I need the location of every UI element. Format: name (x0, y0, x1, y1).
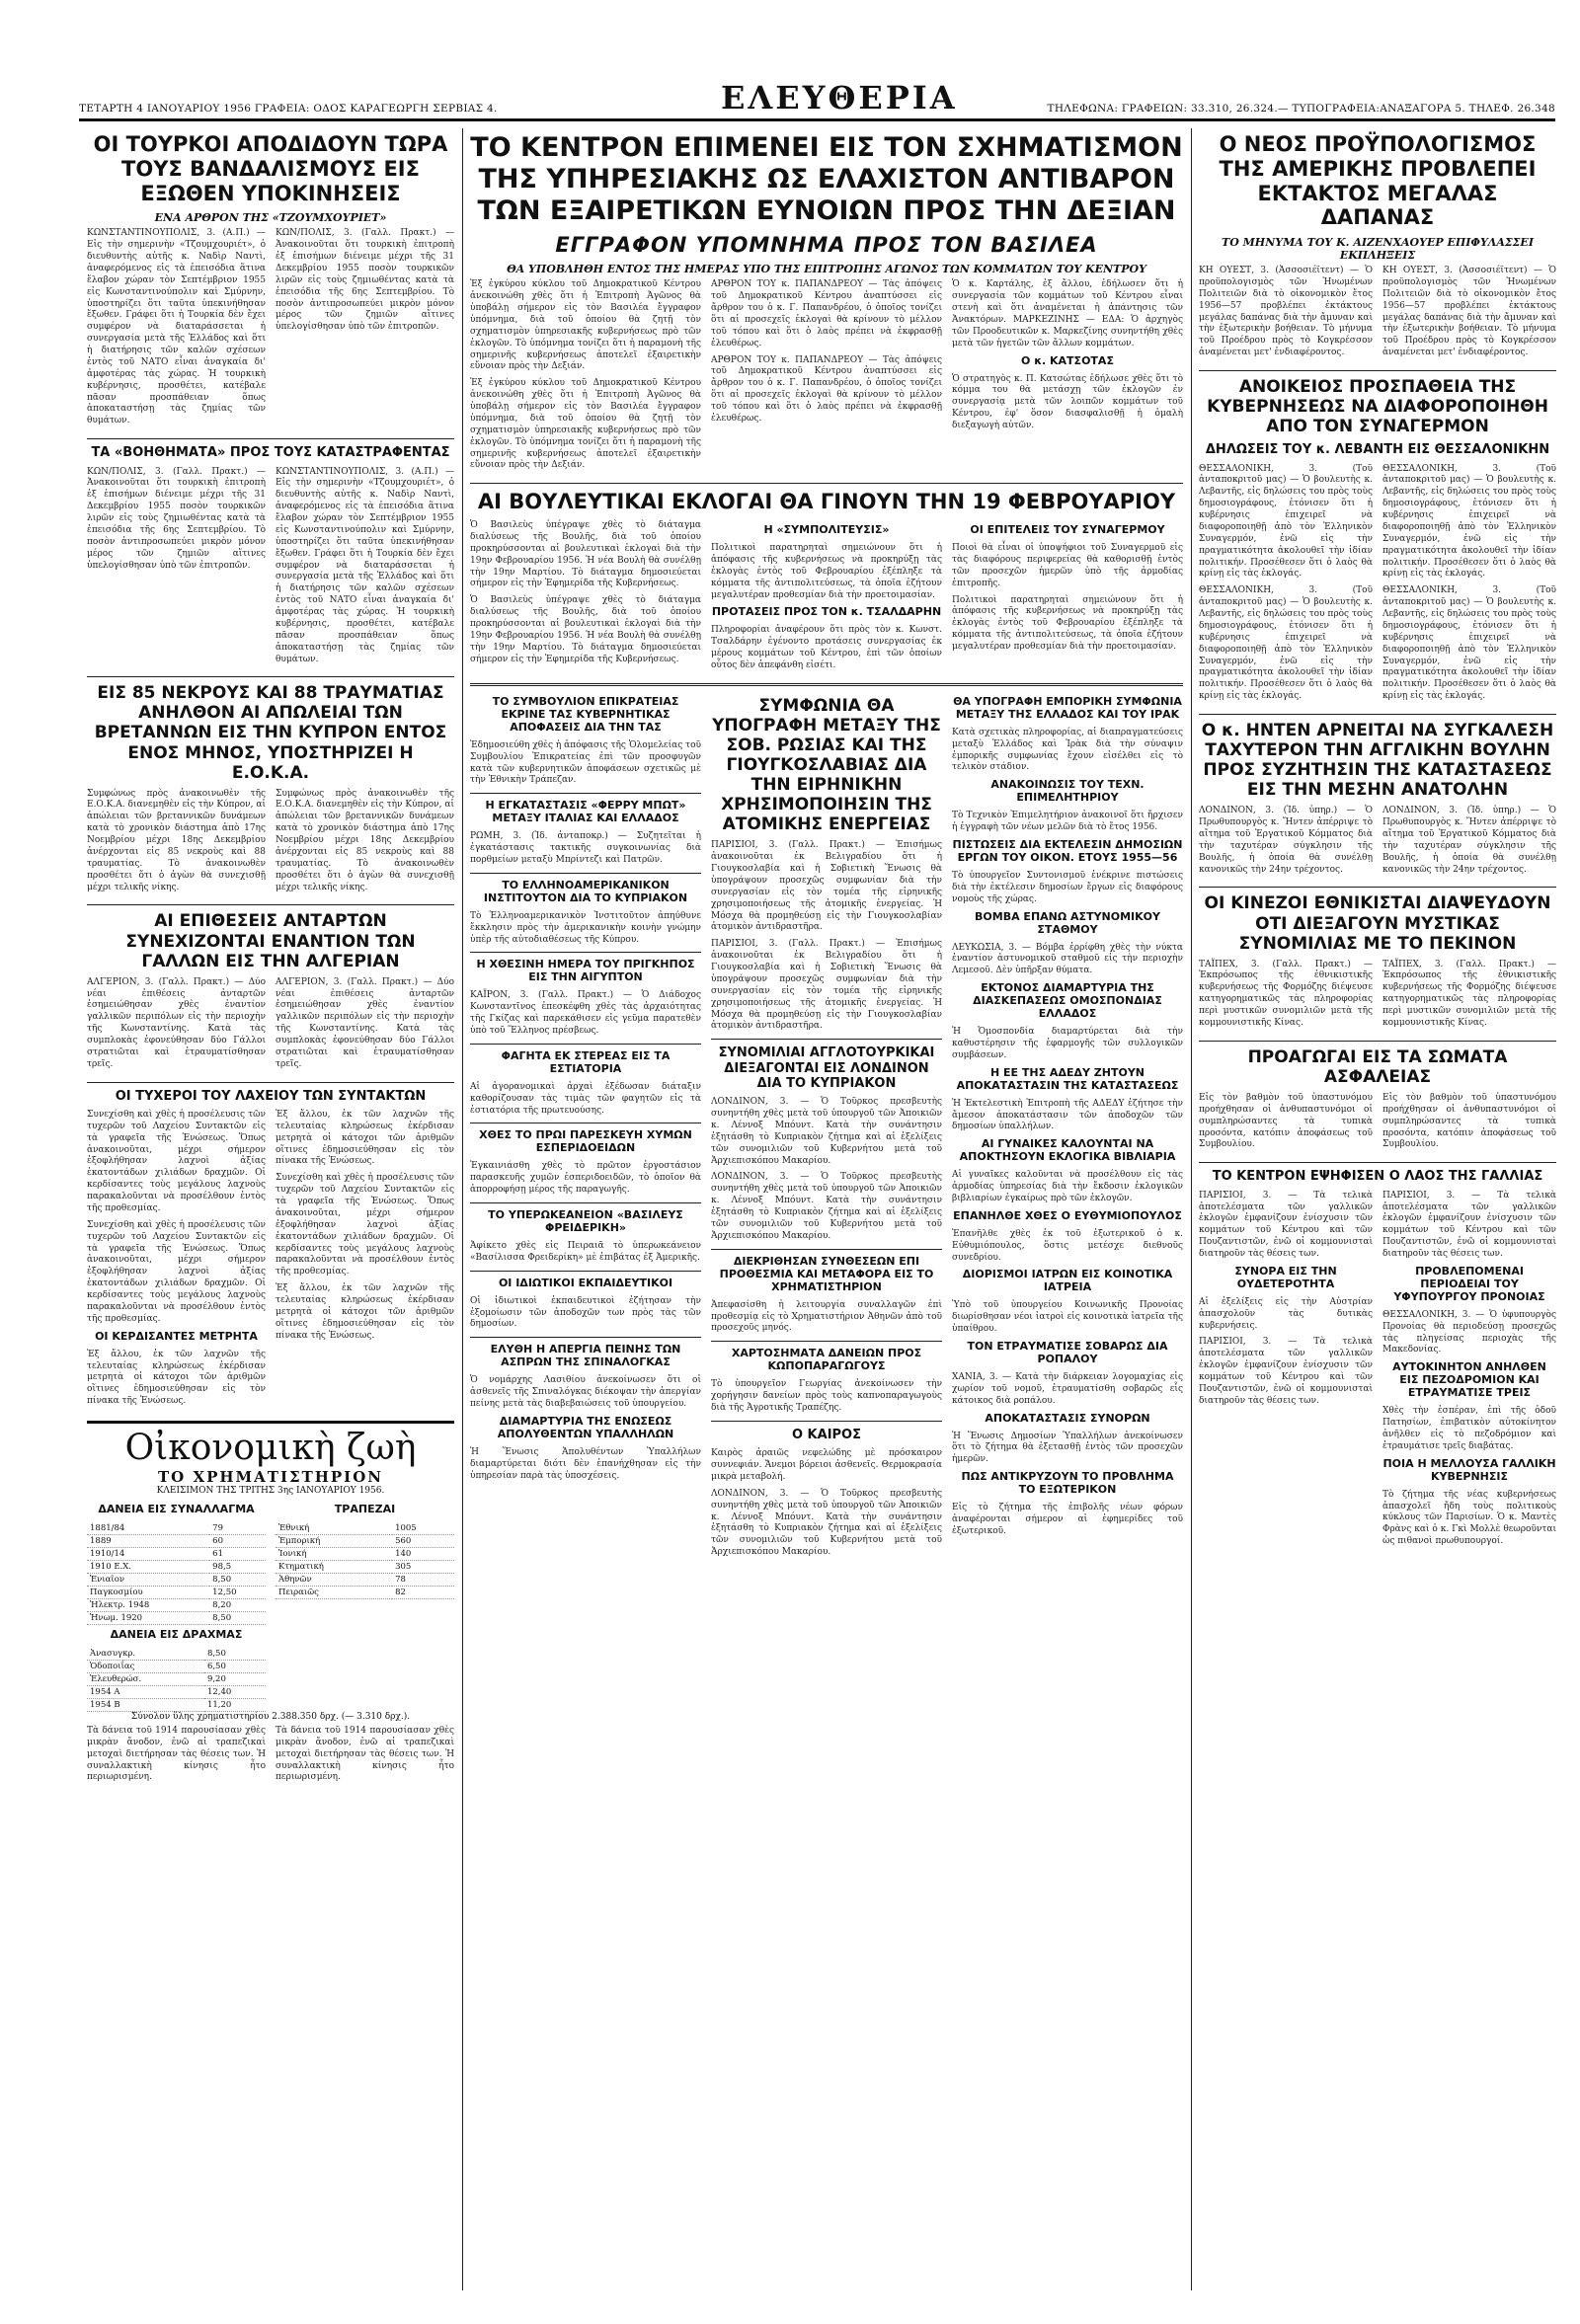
headline-institute: ΤΟ ΕΛΛΗΝΟΑΜΕΡΙΚΑΝΙΚΟΝ ΙΝΣΤΙΤΟΥΤΟΝ ΔΙΑ ΤΟ ΚΥΠΡΙΑΚΟΝ (483, 878, 688, 904)
headline-neutrality: ΣΥΝΟΡΑ ΕΙΣ ΤΗΝ ΟΥΔΕΤΕΡΟΤΗΤΑ (1234, 1264, 1337, 1290)
article-text: Πολιτικοὶ παρατηρηταὶ σημειώνουν ὅτι ἡ ἀπόφασις τῆς κυβερνήσεως νὰ προκηρύξῃ τὰς ἐκλογὰς ἐντὸς τοῦ Φεβρουαρίου ἐξέπληξε τὰ κόμματα τῆς ἀντιπολιτεύσεως, τὰ ὁποῖα ἐζήτουν μεγαλυτέραν προθεσμίαν διὰ τὴν προετοιμασίαν. (952, 594, 1183, 653)
table-row (87, 1648, 266, 1661)
article-text: Ἡ Ἕνωσις Ἀπολυθέντων Ὑπαλλήλων διαμαρτύρεται διότι δὲν ἐπανήχθησαν εἰς τὴν ὑπηρεσίαν παρὰ τὰς ὑποσχέσεις. (470, 1446, 701, 1481)
table-row (87, 1612, 266, 1625)
headline-women: ΑΙ ΓΥΝΑΙΚΕΣ ΚΑΛΟΥΝΤΑΙ ΝΑ ΑΠΟΚΤΗΣΟΥΝ ΕΚΛΟΓΙΚΑ ΒΙΒΛΙΑΡΙΑ (959, 1137, 1176, 1164)
headline-restaurants: ΦΑΓΗΤΑ ΕΚ ΣΤΕΡΕΑΣ ΕΙΣ ΤΑ ΕΣΤΙΑΤΟΡΙΑ (501, 1048, 671, 1075)
headline-promotions: ΠΡΟΑΓΩΓΑΙ ΕΙΣ ΤΑ ΣΩΜΑΤΑ ΑΣΦΑΛΕΙΑΣ (1247, 1046, 1508, 1087)
table-row (87, 1574, 266, 1587)
headline-winners: ΟΙ ΚΕΡΔΙΣΑΝΤΕΣ ΜΕΤΡΗΤΑ (95, 1329, 258, 1343)
table-cell: 1954 Β (87, 1698, 204, 1711)
headline-anglo-turkish: ΣΥΝΟΜΙΛΙΑΙ ΑΓΓΛΟΤΟΥΡΚΙΚΑΙ ΔΙΕΞΑΓΟΝΤΑΙ ΕΙΣ ΛΟΝΔΙΝΟΝ ΔΙΑ ΤΟ ΚΥΠΡΙΑΚΟΝ (718, 1046, 935, 1091)
headline-return: ΕΠΑΝΗΛΘΕ ΧΘΕΣ Ο ΕΥΘΥΜΙΟΠΟΥΛΟΣ (953, 1208, 1182, 1222)
headline-adedy: Η ΕΕ ΤΗΣ ΑΔΕΔΥ ΖΗΤΟΥΝ ΑΠΟΚΑΤΑΣΤΑΣΙΝ ΤΗΣ ΚΑΤΑΣΤΑΣΕΩΣ (956, 1065, 1179, 1092)
article-text: ΛΟΝΔΙΝΟΝ, 3. — Ὁ Τοῦρκος πρεσβευτὴς συνηντήθη χθὲς μετὰ τοῦ ὑπουργοῦ τῶν Ἀποικιῶν κ. Λέννοξ Μπόυντ. Κατὰ τὴν συνάντησιν ἐξητάσθη τὸ Κυπριακὸν ζήτημα καὶ αἱ ἐξελίξεις τῶν συνομιλιῶν τοῦ Κυβερνήτου μετὰ τοῦ Ἀρχιεπισκόπου Μακαρίου. (711, 1488, 942, 1558)
banks-table (276, 1522, 454, 1599)
table-cell: 8,50 (209, 1574, 266, 1587)
article-text: Ἐξ ἄλλου, ἐκ τῶν λαχνῶν τῆς τελευταίας κληρώσεως ἐκέρδισαν μετρητὰ οἱ κάτοχοι τῶν ἀριθμῶν οἵτινες ἐδημοσιεύθησαν εἰς τὸν πίνακα τῆς Ἑνώσεως. (276, 1109, 454, 1167)
headline-strike: ΕΛΥΘΗ Η ΑΠΕΡΓΙΑ ΠΕΙΝΗΣ ΤΩΝ ΑΣΠΡΩΝ ΤΗΣ ΣΠΙΝΑΛΟΓΚΑΣ (490, 1343, 681, 1369)
table-row (276, 1535, 454, 1548)
subhead-us-budget: ΤΟ ΜΗΝΥΜΑ ΤΟΥ Κ. ΑΙΖΕΝΧΑΟΥΕΡ ΕΠΙΦΥΛΑΣΣΕΙ ΕΚΠΛΗΞΕΙΣ (1222, 236, 1534, 263)
article-text: Ἐγκαινιάσθη χθὲς τὸ πρῶτον ἐργοστάσιον παρασκευῆς χυμῶν ἐσπεριδοειδῶν, τὸ ὁποῖον θὰ ἀπορροφήσῃ μέρος τῆς παραγωγῆς. (470, 1161, 701, 1196)
table-cell: Ἐθνική (276, 1522, 392, 1535)
table-cell: 1910/14 (87, 1548, 209, 1561)
article-text: Ὁ στρατηγὸς κ. Π. Κατσώτας ἐδήλωσε χθὲς ὅτι τὸ κόμμα του θὰ μετάσχῃ τῶν ἐκλογῶν ἐν συνεργασίᾳ μετὰ τῶν λοιπῶν κομμάτων τοῦ Κέντρου, ἐφ' ὅσον διασφαλισθῇ ἡ ὁμαλὴ διεξαγωγὴ αὐτῶν. (952, 373, 1183, 431)
article-text: Αἱ ἐξελίξεις εἰς τὴν Αὐστρίαν ἀπασχολοῦν τὰς δυτικὰς κυβερνήσεις. (1199, 1296, 1373, 1331)
table-cell: 1881/84 (87, 1522, 209, 1535)
table-row (87, 1672, 266, 1685)
table-cell: 61 (209, 1548, 266, 1561)
headline-ferry: Η ΕΓΚΑΤΑΣΤΑΣΙΣ «ΦΕΡΡΥ ΜΠΩΤ» ΜΕΤΑΞΥ ΙΤΑΛΙΑΣ ΚΑΙ ΕΛΛΑΔΟΣ (485, 799, 686, 825)
table-row (87, 1660, 266, 1672)
article-text: ΚΩΝ/ΠΟΛΙΣ, 3. (Γαλλ. Πρακτ.) — Ἀνακοινοῦται ὅτι τουρκικὴ ἐπιτροπὴ ἐξ ἐπισήμων διένειμε μέχρι τῆς 31 Δεκεμβρίου 1955 ποσὸν τουρκικῶν λιρῶν εἰς τοὺς ζημιωθέντας κατὰ τὰ ἐπεισόδια τῆς 6ης Σεπτεμβρίου. Τὸ ποσὸν ἀντιπροσωπεύει μικρὸν μόνον μέρος τῶν ζημιῶν αἵτινες ὑπελογίσθησαν ὑπὸ τῶν ἐπιτροπῶν. (276, 228, 454, 333)
table-cell: 140 (392, 1548, 454, 1561)
headline-juices: ΧΘΕΣ ΤΟ ΠΡΩΙ ΠΑΡΕΣΚΕΥΗ ΧΥΜΩΝ ΕΣΠΕΡΙΔΟΕΙΔΩΝ (479, 1128, 692, 1155)
table-cell: 1005 (392, 1522, 454, 1535)
article-text: Τὸ Τεχνικὸν Ἐπιμελητήριον ἀνακοινοῖ ὅτι ἤρχισεν ἡ ἐγγραφὴ τῶν νέων μελῶν διὰ τὸ ἔτος 1956. (952, 811, 1183, 833)
bonds-table (87, 1522, 266, 1625)
article-text: ΠΑΡΙΣΙΟΙ, 3. — Τὰ τελικὰ ἀποτελέσματα τῶν γαλλικῶν ἐκλογῶν ἐμφανίζουν ἐνίσχυσιν τῶν κομμάτων τοῦ Κέντρου καὶ τῶν Πουζαντιστῶν, ἐνῶ οἱ κομμουνισταὶ διατηροῦν τὰς θέσεις των. (1382, 1190, 1556, 1260)
article-text: ΠΑΡΙΣΙΟΙ, 3. (Γαλλ. Πρακτ.) — Ἐπισήμως ἀνακοινοῦται ἐκ Βελιγραδίου ὅτι ἡ Γιουγκοσλαβία καὶ ἡ Σοβιετικὴ Ἕνωσις θὰ ὑπογράψουν προσεχῶς συμφωνίαν διὰ τὴν συνεργασίαν εἰς τὸν τομέα τῆς εἰρηνικῆς χρησιμοποιήσεως τῆς ἀτομικῆς ἐνεργείας. Ἡ Μόσχα θὰ προμηθεύσῃ εἰς τὴν Γιουγκοσλαβίαν ἀτομικὸν ἀντιδραστῆρα. (711, 939, 942, 1032)
table-cell: 98,5 (209, 1561, 266, 1574)
table-cell: Ὁδοποιΐας (87, 1660, 204, 1672)
headline-aid: ΤΑ «ΒΟΗΘΗΜΑΤΑ» ΠΡΟΣ ΤΟΥΣ ΚΑΤΑΣΤΡΑΦΕΝΤΑΣ (91, 445, 450, 461)
article-text: Ἀπεφασίσθη ἡ λειτουργία συναλλαγῶν ἐπὶ προθεσμίᾳ εἰς τὸ Χρηματιστήριον Ἀθηνῶν ἀπὸ τοῦ προσεχοῦς μηνός. (711, 1299, 942, 1334)
table-cell: 8,50 (209, 1612, 266, 1625)
headline-french-govt: ΠΟΙΑ Η ΜΕΛΛΟΥΣΑ ΓΑΛΛΙΚΗ ΚΥΒΕΡΝΗΣΙΣ (1382, 1456, 1556, 1483)
article-text: Ἐξ ἄλλου, ἐκ τῶν λαχνῶν τῆς τελευταίας κληρώσεως ἐκέρδισαν μετρητὰ οἱ κάτοχοι τῶν ἀριθμῶν οἵτινες ἐδημοσιεύθησαν εἰς τὸν πίνακα τῆς Ἑνώσεως. (87, 1349, 266, 1407)
article-text: Αἱ γυναῖκες καλοῦνται νὰ προσέλθουν εἰς τὰς ἁρμοδίας ὑπηρεσίας διὰ τὴν ἔκδοσιν ἐκλογικῶν βιβλιαρίων ἐγκαίρως πρὸ τῶν ἐκλογῶν. (952, 1170, 1183, 1203)
article-text: ΛΟΝΔΙΝΟΝ, 3. — Ὁ Τοῦρκος πρεσβευτὴς συνηντήθη χθὲς μετὰ τοῦ ὑπουργοῦ τῶν Ἀποικιῶν κ. Λέννοξ Μπόυντ. Κατὰ τὴν συνάντησιν ἐξητάσθη τὸ Κυπριακὸν ζήτημα καὶ αἱ ἐξελίξεις τῶν συνομιλιῶν τοῦ Κυβερνήτου μετὰ τοῦ Ἀρχιεπισκόπου Μακαρίου. (711, 1097, 942, 1166)
article-text: Τὸ ὑπουργεῖον Συντονισμοῦ ἐνέκρινε πιστώσεις διὰ τὴν ἐκτέλεσιν δημοσίων ἔργων εἰς διαφόρους νομοὺς τῆς χώρας. (952, 870, 1183, 904)
headline-eden: Ο κ. ΗΝΤΕΝ ΑΡΝΕΙΤΑΙ ΝΑ ΣΥΓΚΑΛΕΣΗ ΤΑΧΥΤΕΡΟΝ ΤΗΝ ΑΓΓΛΙΚΗΝ ΒΟΥΛΗΝ ΠΡΟΣ ΣΥΖΗΤΗΣΙΝ ΤΗΣ ΚΑΤΑΣΤΑΣΕΩΣ ΕΙΣ ΤΗΝ ΜΕΣΗΝ ΑΝΑΤΟΛΗΝ (1201, 721, 1554, 801)
table-cell: 8,50 (204, 1648, 266, 1661)
headline-chinese: ΟΙ ΚΙΝΕΖΟΙ ΕΘΝΙΚΙΣΤΑΙ ΔΙΑΨΕΥΔΟΥΝ ΟΤΙ ΔΙΕΞΑΓΟΥΝ ΜΥΣΤΙΚΑΣ ΣΥΝΟΜΙΛΙΑΣ ΜΕ ΤΟ ΠΕΚΙΝΟΝ (1204, 893, 1551, 954)
article-text: ΑΡΘΡΟΝ ΤΟΥ κ. ΠΑΠΑΝΔΡΕΟΥ — Τὰς ἀπόψεις τοῦ Δημοκρατικοῦ Κέντρου ἀναπτύσσει εἰς ἄρθρον του ὁ κ. Γ. Παπανδρέου, ὁ ὁποῖος τονίζει ὅτι αἱ προσεχεῖς ἐκλογαὶ θὰ κρίνουν τὸ μέλλον τοῦ τόπου καὶ ὅτι ὁ λαὸς πρέπει νὰ ἐκφρασθῇ ἐλευθέρως. (711, 279, 942, 349)
article-text: Ποιοὶ θὰ εἶναι οἱ ὑποψήφιοι τοῦ Συναγερμοῦ εἰς τὰς διαφόρους περιφερείας θὰ καθορισθῇ ἐντὸς τῶν προσεχῶν ἡμερῶν ὑπὸ τῆς ἀρμοδίας ἐπιτροπῆς. (952, 543, 1183, 588)
elections-article (470, 520, 1183, 677)
table-cell: Κτηματική (276, 1561, 392, 1574)
headline-katsotas: Ο κ. ΚΑΤΣΟΤΑΣ (1021, 353, 1114, 367)
lead-article (470, 279, 1183, 477)
article-text: Ἡ Ἐκτελεστικὴ Ἐπιτροπὴ τῆς ΑΔΕΔΥ ἐζήτησε τὴν ἄμεσον ἀποκατάστασιν τῶν ἀποδοχῶν τῶν δημοσίων ὑπαλλήλων. (952, 1098, 1183, 1132)
headline-doctors: ΔΙΟΡΙΣΜΟΙ ΙΑΤΡΩΝ ΕΙΣ ΚΟΙΝΟΤΙΚΑ ΙΑΤΡΕΙΑ (962, 1268, 1173, 1294)
headline-ocean-liner: ΤΟ ΥΠΕΡΩΚΕΑΝΕΙΟΝ «ΒΑΣΙΛΕΥΣ ΦΡΕΙΔΕΡΙΚΗ» (488, 1208, 683, 1234)
table-row (87, 1599, 266, 1612)
article-text: ΛΕΥΚΩΣΙΑ, 3. — Βόμβα ἐρρίφθη χθὲς τὴν νύκτα ἐναντίον ἀστυνομικοῦ σταθμοῦ εἰς τὴν περιοχὴν Λεμεσοῦ. Δὲν ὑπῆρξαν θύματα. (952, 942, 1183, 976)
table-cell: Παγκοσμίου (87, 1587, 209, 1599)
headline-protest: ΔΙΑΜΑΡΤΥΡΙΑ ΤΗΣ ΕΝΩΣΕΩΣ ΑΠΟΛΥΘΕΝΤΩΝ ΥΠΑΛΛΗΛΩΝ (497, 1414, 674, 1440)
table-cell: 78 (392, 1574, 454, 1587)
table-row (276, 1574, 454, 1587)
headline-synagermos: ΟΙ ΕΠΙΤΕΛΕΙΣ ΤΟΥ ΣΥΝΑΓΕΡΜΟΥ (970, 523, 1165, 537)
masthead-phones: ΤΗΛΕΦΩΝΑ: ΓΡΑΦΕΙΩΝ: 33.310, 26.324.— ΤΥΠΟΓΡΑΦΕΙΑ:ΑΝΑΞΑΓΟΡΑ 5. ΤΗΛΕΦ. 26.348 (1047, 103, 1555, 115)
drachma-bonds-table (87, 1648, 266, 1712)
table-title: ΤΡΑΠΕΖΑΙ (334, 1503, 396, 1516)
table-cell: 1954 Α (87, 1685, 204, 1698)
table-row (87, 1522, 266, 1535)
article-text: Ἐπανῆλθε χθὲς ἐκ τοῦ ἐξωτερικοῦ ὁ κ. Εὐθυμιόπουλος, ὅστις μετέσχε διεθνοῦς συνεδρίου. (952, 1228, 1183, 1263)
headline-tobacco-loans: ΧΑΡΤΟΣΗΜΑΤΑ ΔΑΝΕΙΩΝ ΠΡΟΣ ΚΩΠΟΠΑΡΑΓΩΓΟΥΣ (731, 1347, 922, 1373)
article-text: Συμφώνως πρὸς ἀνακοινωθὲν τῆς Ε.Ο.Κ.Α. διανεμηθὲν εἰς τὴν Κύπρον, αἱ ἀπώλειαι τῶν βρεταννικῶν δυνάμεων κατὰ τὸ χρονικὸν διάστημα ἀπὸ 17ης Νοεμβρίου μέχρι 18ης Δεκεμβρίου ἀνέρχονται εἰς 85 νεκροὺς καὶ 88 τραυματίας. Τὸ ἀνακοινωθὲν προσθέτει ὅτι ὁ ἀγὼν θὰ συνεχισθῇ μέχρι τελικῆς νίκης. (87, 788, 266, 892)
article-text: Πολιτικοὶ παρατηρηταὶ σημειώνουν ὅτι ἡ ἀπόφασις τῆς κυβερνήσεως νὰ προκηρύξῃ τὰς ἐκλογὰς ἐντὸς τοῦ Φεβρουαρίου ἐξέπληξε τὰ κόμματα τῆς ἀντιπολιτεύσεως, τὰ ὁποῖα ἐζήτουν μεγαλυτέραν προθεσμίαν διὰ τὴν προετοιμασίαν. (711, 543, 942, 600)
table-row (87, 1535, 266, 1548)
article-text: Τὸ ζήτημα τῆς νέας κυβερνήσεως ἀπασχολεῖ ἤδη τοὺς πολιτικοὺς κύκλους τῶν Παρισίων. Ὁ κ. Μαντὲς Φρὰνς καὶ ὁ κ. Γκὶ Μολλὲ θεωροῦνται ὡς πιθανοὶ πρωθυπουργοί. (1382, 1489, 1556, 1547)
table-cell: 12,40 (204, 1685, 266, 1698)
table-cell: Ἐλευθερώσ. (87, 1672, 204, 1685)
headline-foreign-view: ΠΩΣ ΑΝΤΙΚΡΥΖΟΥΝ ΤΟ ΠΡΟΒΛΗΜΑ ΤΟ ΕΞΩΤΕΡΙΚΟΝ (961, 1470, 1174, 1497)
headline-chamber: ΑΝΑΚΟΙΝΩΣΙΣ ΤΟΥ ΤΕΧΝ. ΕΠΙΜΕΛΗΤΗΡΙΟΥ (990, 778, 1145, 805)
masthead-title: ΕΛΕΥΘΕΡΙΑ (721, 79, 958, 116)
article-text: Συνεχίσθη καὶ χθὲς ἡ προσέλευσις τῶν τυχερῶν τοῦ Λαχείου Συντακτῶν εἰς τὰ γραφεῖα τῆς Ἑνώσεως. Ὅπως ἀνακοινοῦται, μέχρι σήμερον ἐξοφλήθησαν λαχνοὶ ἀξίας ἑκατοντάδων χιλιάδων δραχμῶν. Οἱ κερδίσαντες τοὺς μεγάλους λαχνοὺς παρακαλοῦνται νὰ προσέλθουν ἐντὸς τῆς προθεσμίας. (87, 1219, 266, 1324)
column-left (87, 128, 454, 2295)
article-text: ΠΑΡΙΣΙΟΙ, 3. — Τὰ τελικὰ ἀποτελέσματα τῶν γαλλικῶν ἐκλογῶν ἐμφανίζουν ἐνίσχυσιν τῶν κομμάτων τοῦ Κέντρου καὶ τῶν Πουζαντιστῶν, ἐνῶ οἱ κομμουνισταὶ διατηροῦν τὰς θέσεις των. (1199, 1190, 1373, 1260)
table-row (276, 1561, 454, 1574)
table-cell: 6,50 (204, 1660, 266, 1672)
table-cell: 79 (209, 1522, 266, 1535)
article-turks (87, 228, 454, 432)
article-text: ΚΗ ΟΥΕΣΤ, 3. (Ἀσσοσιέϊτεντ) — Ὁ προϋπολογισμὸς τῶν Ἡνωμένων Πολιτειῶν διὰ τὸ οἰκονομικὸν ἔτος 1956—57 προβλέπει ἐκτάκτους μεγάλας δαπάνας διὰ τὴν ἄμυναν καὶ τὴν ἐξωτερικὴν βοήθειαν. Τὸ μήνυμα τοῦ Προέδρου πρὸς τὸ Κογκρέσσον ἀναμένεται μετ' ἐνδιαφέροντος. (1382, 266, 1556, 358)
headline-public-works: ΠΙΣΤΩΣΕΙΣ ΔΙΑ ΕΚΤΕΛΕΣΙΝ ΔΗΜΟΣΙΩΝ ΕΡΓΩΝ ΤΟΥ ΟΙΚΟΝ. ΕΤΟΥΣ 1955—56 (952, 838, 1183, 865)
article-text: Τὸ ὑπουργεῖον Γεωργίας ἀνεκοίνωσεν τὴν χορήγησιν δανείων πρὸς τοὺς καπνοπαραγωγοὺς διὰ τῆς Ἀγροτικῆς Τραπέζης. (711, 1379, 942, 1413)
memo-subhead: ΘΑ ΥΠΟΒΛΗΘΗ ΕΝΤΟΣ ΤΗΣ ΗΜΕΡΑΣ ΥΠΟ ΤΗΣ ΕΠΙΤΡΟΠΗΣ ΑΓΩΝΟΣ ΤΩΝ ΚΟΜΜΑΤΩΝ ΤΟΥ ΚΕΝΤΡΟΥ (507, 263, 1146, 276)
subhead-levantis: ΔΗΛΩΣΕΙΣ ΤΟΥ κ. ΛΕΒΑΝΤΗ ΕΙΣ ΘΕΣΣΑΛΟΝΙΚΗΝ (1205, 442, 1550, 458)
article-text: ΛΟΝΔΙΝΟΝ, 3. (Ἰδ. ὑπηρ.) — Ὁ Πρωθυπουργὸς κ. Ἤντεν ἀπέρριψε τὸ αἴτημα τοῦ Ἐργατικοῦ Κόμματος διὰ τὴν ταχυτέραν σύγκλησιν τῆς Βουλῆς, ἡ ὁποία θὰ συνέλθῃ κανονικῶς τὴν 24ην τρέχοντος. (1199, 806, 1373, 875)
article-text: ΑΛΓΕΡΙΟΝ, 3. (Γαλλ. Πρακτ.) — Δύο νέαι ἐπιθέσεις ἀνταρτῶν ἐσημειώθησαν χθὲς ἐναντίον γαλλικῶν περιπόλων εἰς τὴν περιοχὴν τῆς Κωνσταντίνης. Κατὰ τὰς συμπλοκὰς ἐφονεύθησαν δύο Γάλλοι στρατιῶται καὶ ἐτραυματίσθησαν τρεῖς. (276, 976, 454, 1069)
article-text: ΚΗ ΟΥΕΣΤ, 3. (Ἀσσοσιέϊτεντ) — Ὁ προϋπολογισμὸς τῶν Ἡνωμένων Πολιτειῶν διὰ τὸ οἰκονομικὸν ἔτος 1956—57 προβλέπει ἐκτάκτους μεγάλας δαπάνας διὰ τὴν ἄμυναν καὶ τὴν ἐξωτερικὴν βοήθειαν. Τὸ μήνυμα τοῦ Προέδρου πρὸς τὸ Κογκρέσσον ἀναμένεται μετ' ἐνδιαφέροντος. (1199, 266, 1373, 358)
article-text: Ὁ κ. Καρτάλης, ἐξ ἄλλου, ἐδήλωσεν ὅτι ἡ συνεργασία τῶν κομμάτων τοῦ Κέντρου εἶναι στενὴ καὶ ὅτι ἀναμένεται ἡ ἀπάντησις τῶν Ἀνακτόρων. ΜΑΡΚΕΖΙΝΗΣ — ΕΔΑ: Ὁ ἀρχηγὸς τῶν Προοδευτικῶν κ. Μαρκεζίνης συνηντήθη χθὲς μετὰ τῶν ἡγετῶν τῶν ἄλλων κομμάτων. (952, 279, 1183, 349)
article-text: Συμφώνως πρὸς ἀνακοινωθὲν τῆς Ε.Ο.Κ.Α. διανεμηθὲν εἰς τὴν Κύπρον, αἱ ἀπώλειαι τῶν βρεταννικῶν δυνάμεων κατὰ τὸ χρονικὸν διάστημα ἀπὸ 17ης Νοεμβρίου μέχρι 18ης Δεκεμβρίου ἀνέρχονται εἰς 85 νεκροὺς καὶ 88 τραυματίας. Τὸ ἀνακοινωθὲν προσθέτει ὅτι ὁ ἀγὼν θὰ συνεχισθῇ μέχρι τελικῆς νίκης. (276, 788, 454, 892)
article-text: Ὁ Βασιλεὺς ὑπέγραψε χθὲς τὸ διάταγμα διαλύσεως τῆς Βουλῆς, διὰ τοῦ ὁποίου προκηρύσσονται αἱ βουλευτικαὶ ἐκλογαὶ διὰ τὴν 19ην Φεβρουαρίου 1956. Ἡ νέα Βουλὴ θὰ συνέλθῃ τὴν 19ην Μαρτίου. Τὸ διάταγμα δημοσιεύεται σήμερον εἰς τὴν Ἐφημερίδα τῆς Κυβερνήσεως. (470, 595, 701, 664)
table-cell: Ἡνωμ. 1920 (87, 1612, 209, 1625)
article-text: Πληροφορίαι ἀναφέρουν ὅτι πρὸς τὸν κ. Κωνστ. Τσαλδάρην ἐγένοντο προτάσεις συνεργασίας ἐκ μέρους κομμάτων τοῦ Κέντρου, ἐπὶ τῶν ὁποίων οὗτος δὲν ἀπεφάνθη εἰσέτι. (711, 625, 942, 671)
stock-exchange-title: ΤΟ ΧΡΗΜΑΤΙΣΤΗΡΙΟΝ (158, 1468, 383, 1487)
article-text: ΡΩΜΗ, 3. (Ἰδ. ἀνταποκρ.) — Συζητεῖται ἡ ἐγκατάστασις τακτικῆς συγκοινωνίας διὰ πορθμείων μεταξὺ Μπρίντεζι καὶ Πατρῶν. (470, 831, 701, 866)
table-row (87, 1561, 266, 1574)
table-cell: Ἰονική (276, 1548, 392, 1561)
article-text: Ὁ Βασιλεὺς ὑπέγραψε χθὲς τὸ διάταγμα διαλύσεως τῆς Βουλῆς, διὰ τοῦ ὁποίου προκηρύσσονται αἱ βουλευτικαὶ ἐκλογαὶ διὰ τὴν 19ην Φεβρουαρίου 1956. Ἡ νέα Βουλὴ θὰ συνέλθῃ τὴν 19ην Μαρτίου. Τὸ διάταγμα δημοσιεύεται σήμερον εἰς τὴν Ἐφημερίδα τῆς Κυβερνήσεως. (470, 520, 701, 589)
headline-tsaldaris: ΠΡΟΤΑΣΕΙΣ ΠΡΟΣ ΤΟΝ κ. ΤΣΑΛΔΑΡΗΝ (711, 605, 942, 619)
article-text: Ἀφίκετο χθὲς εἰς Πειραιᾶ τὸ ὑπερωκεάνειον «Βασίλισσα Φρειδερίκη» μὲ ἐπιβάτας ἐξ Ἀμερικῆς. (470, 1240, 701, 1263)
article-text: ΚΩΝ/ΠΟΛΙΣ, 3. (Γαλλ. Πρακτ.) — Ἀνακοινοῦται ὅτι τουρκικὴ ἐπιτροπὴ ἐξ ἐπισήμων διένειμε μέχρι τῆς 31 Δεκεμβρίου 1955 ποσὸν τουρκικῶν λιρῶν εἰς τοὺς ζημιωθέντας κατὰ τὰ ἐπεισόδια τῆς 6ης Σεπτεμβρίου. Τὸ ποσὸν ἀντιπροσωπεύει μικρὸν μόνον μέρος τῶν ζημιῶν αἵτινες ὑπελογίσθησαν ὑπὸ τῶν ἐπιτροπῶν. (87, 466, 266, 571)
table-row (87, 1685, 266, 1698)
article-text: ΘΕΣΣΑΛΟΝΙΚΗ, 3. (Τοῦ ἀνταποκριτοῦ μας) — Ὁ βουλευτὴς κ. Λεβαντῆς, εἰς δηλώσεις του πρὸς τοὺς δημοσιογράφους, ἐτόνισεν ὅτι ἡ κυβέρνησις ἐπιχειρεῖ νὰ διαφοροποιηθῇ ἀπὸ τὸν Ἑλληνικὸν Συναγερμόν, ἐνῶ εἰς τὴν πραγματικότητα ἀκολουθεῖ τὴν ἰδίαν πολιτικήν. Προσέθεσεν ὅτι ὁ λαὸς θὰ κρίνῃ εἰς τὰς ἐκλογάς. (1382, 463, 1556, 580)
article-text: ΘΕΣΣΑΛΟΝΙΚΗ, 3. (Τοῦ ἀνταποκριτοῦ μας) — Ὁ βουλευτὴς κ. Λεβαντῆς, εἰς δηλώσεις του πρὸς τοὺς δημοσιογράφους, ἐτόνισεν ὅτι ἡ κυβέρνησις ἐπιχειρεῖ νὰ διαφοροποιηθῇ ἀπὸ τὸν Ἑλληνικὸν Συναγερμόν, ἐνῶ εἰς τὴν πραγματικότητα ἀκολουθεῖ τὴν ἰδίαν πολιτικήν. Προσέθεσεν ὅτι ὁ λαὸς θὰ κρίνῃ εἰς τὰς ἐκλογάς. (1382, 585, 1556, 702)
headline-iraq: ΘΑ ΥΠΟΓΡΑΦΗ ΕΜΠΟΡΙΚΗ ΣΥΜΦΩΝΙΑ ΜΕΤΑΞΥ ΤΗΣ ΕΛΛΑΔΟΣ ΚΑΙ ΤΟΥ ΙΡΑΚ (953, 694, 1182, 721)
article-text: Καιρὸς ἀραιῶς νεφελώδης μὲ πρόσκαιρον συννεφιάν. Ἄνεμοι βόρειοι ἀσθενεῖς. Θερμοκρασία μικρὰ μεταβολή. (711, 1448, 942, 1482)
headline-turks: ΟΙ ΤΟΥΡΚΟΙ ΑΠΟΔΙΔΟΥΝ ΤΩΡΑ ΤΟΥΣ ΒΑΝΔΑΛΙΣΜΟΥΣ ΕΙΣ ΕΞΩΘΕΝ ΥΠΟΚΙΝΗΣΕΙΣ (93, 132, 448, 205)
table-row (87, 1698, 266, 1711)
table-row (276, 1522, 454, 1535)
article-text: ΤΑΪΠΕΧ, 3. (Γαλλ. Πρακτ.) — Ἐκπρόσωπος τῆς ἐθνικιστικῆς κυβερνήσεως τῆς Φορμόζης διέψευσε κατηγορηματικῶς τὰς πληροφορίας περὶ μυστικῶν συνομιλιῶν μετὰ τῆς κομμουνιστικῆς Κίνας. (1382, 959, 1556, 1028)
center-subcolumn-c (952, 692, 1183, 1564)
table-title: ΔΑΝΕΙΑ ΕΙΣ ΣΥΝΑΛΛΑΓΜΑ (98, 1503, 255, 1516)
newspaper-page (20, 18, 1560, 2306)
column-divider (462, 128, 463, 2290)
article-text: ΘΕΣΣΑΛΟΝΙΚΗ, 3. (Τοῦ ἀνταποκριτοῦ μας) — Ὁ βουλευτὴς κ. Λεβαντῆς, εἰς δηλώσεις του πρὸς τοὺς δημοσιογράφους, ἐτόνισεν ὅτι ἡ κυβέρνησις ἐπιχειρεῖ νὰ διαφοροποιηθῇ ἀπὸ τὸν Ἑλληνικὸν Συναγερμόν, ἐνῶ εἰς τὴν πραγματικότητα ἀκολουθεῖ τὴν ἰδίαν πολιτικήν. Προσέθεσεν ὅτι ὁ λαὸς θὰ κρίνῃ εἰς τὰς ἐκλογάς. (1199, 463, 1373, 580)
article-text: Ἐξ ἐγκύρου κύκλου τοῦ Δημοκρατικοῦ Κέντρου ἀνεκοινώθη χθὲς ὅτι ἡ Ἐπιτροπὴ Ἀγῶνος θὰ ὑποβάλῃ σήμερον εἰς τὸν Βασιλέα ἔγγραφον ὑπόμνημα, διὰ τοῦ ὁποίου θὰ ζητῇ τὸν σχηματισμὸν ὑπηρεσιακῆς κυβερνήσεως πρὸ τῶν ἐκλογῶν. Τὸ ὑπόμνημα τονίζει ὅτι ἡ παραμονὴ τῆς σημερινῆς κυβερνήσεως ἀποτελεῖ ἐξαιρετικὴν εὔνοιαν πρὸς τὴν Δεξιάν. (470, 279, 701, 372)
article-text: Ἐξ ἐγκύρου κύκλου τοῦ Δημοκρατικοῦ Κέντρου ἀνεκοινώθη χθὲς ὅτι ἡ Ἐπιτροπὴ Ἀγῶνος θὰ ὑποβάλῃ σήμερον εἰς τὸν Βασιλέα ἔγγραφον ὑπόμνημα, διὰ τοῦ ὁποίου θὰ ζητῇ τὸν σχηματισμὸν ὑπηρεσιακῆς κυβερνήσεως πρὸ τῶν ἐκλογῶν. Τὸ ὑπόμνημα τονίζει ὅτι ἡ παραμονὴ τῆς σημερινῆς κυβερνήσεως ἀποτελεῖ ἐξαιρετικὴν εὔνοιαν πρὸς τὴν Δεξιάν. (470, 378, 701, 471)
column-divider (1191, 128, 1192, 2290)
headline-lottery: ΟΙ ΤΥΧΕΡΟΙ ΤΟΥ ΛΑΧΕΙΟΥ ΤΩΝ ΣΥΝΤΑΚΤΩΝ (115, 1088, 427, 1104)
article-text: Τὸ Ἑλληνοαμερικανικὸν Ἰνστιτοῦτον ἀπηύθυνε ἔκκλησιν πρὸς τὴν ἀμερικανικὴν κοινὴν γνώμην ὑπὲρ τῆς αὐτοδιαθέσεως τῆς Κύπρου. (470, 910, 701, 945)
headline-france: ΤΟ ΚΕΝΤΡΟΝ ΕΨΗΦΙΣΕΝ Ο ΛΑΟΣ ΤΗΣ ΓΑΛΛΙΑΣ (1212, 1169, 1543, 1185)
table-cell: Ἠλεκτρ. 1948 (87, 1599, 209, 1612)
headline-government: ΑΝΟΙΚΕΙΟΣ ΠΡΟΣΠΑΘΕΙΑ ΤΗΣ ΚΥΒΕΡΝΗΣΕΩΣ ΝΑ ΔΙΑΦΟΡΟΠΟΙΗΘΗ ΑΠΟ ΤΟΝ ΣΥΝΑΓΕΡΜΟΝ (1207, 377, 1548, 437)
table-cell: 9,20 (204, 1672, 266, 1685)
table-cell: 1889 (87, 1535, 209, 1548)
memo-headline: ΕΓΓΡΑΦΟΝ ΥΠΟΜΝΗΜΑ ΠΡΟΣ ΤΟΝ ΒΑΣΙΛΕΑ (555, 232, 1098, 257)
lead-headline: ΤΟ ΚΕΝΤΡΟΝ ΕΠΙΜΕΝΕΙ ΕΙΣ ΤΟΝ ΣΧΗΜΑΤΙΣΜΟΝ ΤΗΣ ΥΠΗΡΕΣΙΑΚΗΣ ΩΣ ΕΛΑΧΙΣΤΟΝ ΑΝΤΙΒΑΡΟΝ ΤΩΝ ΕΞΑΙΡΕΤΙΚΩΝ ΕΥΝΟΙΩΝ ΠΡΟΣ ΤΗΝ ΔΕΞΙΑΝ (470, 132, 1183, 226)
article-text: Εἰς τὸν βαθμὸν τοῦ ὑπαστυνόμου προήχθησαν οἱ ἀνθυπαστυνόμοι οἱ συμπληρώσαντες τὰ τυπικὰ προσόντα, κατόπιν ἀποφάσεως τοῦ Συμβουλίου. (1382, 1092, 1556, 1150)
article-text: Ὑπὸ τοῦ ὑπουργείου Κοινωνικῆς Προνοίας διωρίσθησαν νέοι ἰατροὶ εἰς κοινοτικὰ ἰατρεῖα τῆς ὑπαίθρου. (952, 1300, 1183, 1335)
article-text: ΠΑΡΙΣΙΟΙ, 3. (Γαλλ. Πρακτ.) — Ἐπισήμως ἀνακοινοῦται ἐκ Βελιγραδίου ὅτι ἡ Γιουγκοσλαβία καὶ ἡ Σοβιετικὴ Ἕνωσις θὰ ὑπογράψουν προσεχῶς συμφωνίαν διὰ τὴν συνεργασίαν εἰς τὸν τομέα τῆς εἰρηνικῆς χρησιμοποιήσεως τῆς ἀτομικῆς ἐνεργείας. Ἡ Μόσχα θὰ προμηθεύσῃ εἰς τὴν Γιουγκοσλαβίαν ἀτομικὸν ἀντιδραστῆρα. (711, 840, 942, 933)
article-text: ΑΡΘΡΟΝ ΤΟΥ κ. ΠΑΠΑΝΔΡΕΟΥ — Τὰς ἀπόψεις τοῦ Δημοκρατικοῦ Κέντρου ἀναπτύσσει εἰς ἄρθρον του ὁ κ. Γ. Παπανδρέου, ὁ ὁποῖος τονίζει ὅτι αἱ προσεχεῖς ἐκλογαὶ θὰ κρίνουν τὸ μέλλον τοῦ τόπου καὶ ὅτι ὁ λαὸς πρέπει νὰ ἐκφρασθῇ ἐλευθέρως. (711, 354, 942, 424)
article-text: ΚΩΝΣΤΑΝΤΙΝΟΥΠΟΛΙΣ, 3. (Α.Π.) — Εἰς τὴν σημερινὴν «Τζουμχουριέτ», ὁ διευθυντὴς αὐτῆς κ. Ναδὶρ Ναντὶ, ἀναφερόμενος εἰς τὰ ἐπεισόδια ἅτινα ἔλαβον χώραν τὸν Σεπτέμβριον 1955 εἰς Κωνσταντινούπολιν καὶ Σμύρνην, ὑποστηρίζει ὅτι ταῦτα ὑπεκινήθησαν ἔξωθεν. Γράφει ὅτι ἡ Τουρκία δὲν ἔχει συμφέρον νὰ διαταράσσεται ἡ συνεργασία μετὰ τῆς Ἑλλάδος καὶ ὅτι ἡ διατήρησις τῶν καλῶν σχέσεων ἐντὸς τοῦ ΝΑΤΟ εἶναι ἀναγκαία δι' ἀμφοτέρας τὰς χώρας. Ἡ τουρκικὴ κυβέρνησις, προσθέτει, κατέβαλε πᾶσαν προσπάθειαν ὅπως ἀποκαταστήσῃ τὰς ζημίας τῶν θυμάτων. (276, 466, 454, 664)
economy-section-title: Οἰκονομικὴ ζωὴ (87, 1421, 454, 1468)
total-volume: Σύνολον ὕλης χρηματιστηρίου 2.388.350 δρχ. (— 3.310 δρχ.). (130, 1711, 411, 1722)
headline-council: ΤΟ ΣΥΜΒΟΥΛΙΟΝ ΕΠΙΚΡΑΤΕΙΑΣ ΕΚΡΙΝΕ ΤΑΣ ΚΥΒΕΡΝΗΤΙΚΑΣ ΑΠΟΦΑΣΕΙΣ ΔΙΑ ΤΗΝ ΤΑΣ (492, 694, 679, 734)
headline-sympoliteusis: Η «ΣΥΜΠΟΛΙΤΕΥΣΙΣ» (763, 523, 890, 537)
center-lower-grid (470, 692, 1183, 1564)
article-text: ΘΕΣΣΑΛΟΝΙΚΗ, 3. — Ὁ ὑφυπουργὸς Προνοίας θὰ περιοδεύσῃ προσεχῶς τὰς πληγείσας περιοχὰς τῆς Μακεδονίας. (1382, 1309, 1556, 1356)
table-cell: 60 (209, 1535, 266, 1548)
article-text: ΤΑΪΠΕΧ, 3. (Γαλλ. Πρακτ.) — Ἐκπρόσωπος τῆς ἐθνικιστικῆς κυβερνήσεως τῆς Φορμόζης διέψευσε κατηγορηματικῶς τὰς πληροφορίας περὶ μυστικῶν συνομιλιῶν μετὰ τῆς κομμουνιστικῆς Κίνας. (1199, 959, 1373, 1028)
article-text: Συνεχίσθη καὶ χθὲς ἡ προσέλευσις τῶν τυχερῶν τοῦ Λαχείου Συντακτῶν εἰς τὰ γραφεῖα τῆς Ἑνώσεως. Ὅπως ἀνακοινοῦται, μέχρι σήμερον ἐξοφλήθησαν λαχνοὶ ἀξίας ἑκατοντάδων χιλιάδων δραχμῶν. Οἱ κερδίσαντες τοὺς μεγάλους λαχνοὺς παρακαλοῦνται νὰ προσέλθουν ἐντὸς τῆς προθεσμίας. (87, 1109, 266, 1213)
headline-futures: ΔΙΕΚΡΙΘΗΣΑΝ ΣΥΝΘΕΣΕΩΝ ΕΠΙ ΠΡΟΘΕΣΜΙΑ ΚΑΙ ΜΕΤΑΦΟΡΑ ΕΙΣ ΤΟ ΧΡΗΜΑΤΙΣΤΗΡΙΟΝ (719, 1254, 934, 1293)
center-subcolumn-b (711, 692, 942, 1564)
table-row (87, 1587, 266, 1599)
article-text: Οἱ ἰδιωτικοὶ ἐκπαιδευτικοὶ ἐζήτησαν τὴν ἐξομοίωσιν τῶν ἀποδοχῶν των πρὸς τὰς τῶν δημοσίων. (470, 1295, 701, 1330)
headline-teachers: ΟΙ ΙΔΙΩΤΙΚΟΙ ΕΚΠΑΙΔΕΥΤΙΚΟΙ (498, 1276, 673, 1289)
article-text: ΛΟΝΔΙΝΟΝ, 3. — Ὁ Τοῦρκος πρεσβευτὴς συνηντήθη χθὲς μετὰ τοῦ ὑπουργοῦ τῶν Ἀποικιῶν κ. Λέννοξ Μπόυντ. Κατὰ τὴν συνάντησιν ἐξητάσθη τὸ Κυπριακὸν ζήτημα καὶ αἱ ἐξελίξεις τῶν συνομιλιῶν τοῦ Κυβερνήτου μετὰ τοῦ Ἀρχιεπισκόπου Μακαρίου. (711, 1172, 942, 1241)
article-text: ΚΩΝΣΤΑΝΤΙΝΟΥΠΟΛΙΣ, 3. (Α.Π.) — Εἰς τὴν σημερινὴν «Τζουμχουριέτ», ὁ διευθυντὴς αὐτῆς κ. Ναδὶρ Ναντὶ, ἀναφερόμενος εἰς τὰ ἐπεισόδια ἅτινα ἔλαβον χώραν τὸν Σεπτέμβριον 1955 εἰς Κωνσταντινούπολιν καὶ Σμύρνην, ὑποστηρίζει ὅτι ταῦτα ὑπεκινήθησαν ἔξωθεν. Γράφει ὅτι ἡ Τουρκία δὲν ἔχει συμφέρον νὰ διαταράσσεται ἡ συνεργασία μετὰ τῆς Ἑλλάδος καὶ ὅτι ἡ διατήρησις τῶν καλῶν σχέσεων ἐντὸς τοῦ ΝΑΤΟ εἶναι ἀναγκαία δι' ἀμφοτέρας τὰς χώρας. Ἡ τουρκικὴ κυβέρνησις, προσθέτει, κατέβαλε πᾶσαν προσπάθειαν ὅπως ἀποκαταστήσῃ τὰς ζημίας τῶν θυμάτων. (87, 228, 266, 426)
closing-note: ΚΛΕΙΣΙΜΟΝ ΤΗΣ ΤΡΙΤΗΣ 3ης ΙΑΝΟΥΑΡΙΟΥ 1956. (156, 1486, 385, 1497)
article-text: Κατὰ σχετικὰς πληροφορίας, αἱ διαπραγματεύσεις μεταξὺ Ἑλλάδος καὶ Ἰρὰκ διὰ τὴν σύναψιν ἐμπορικῆς συμφωνίας ἔχουν εἰσέλθει εἰς τὸ τελικὸν στάδιον. (952, 727, 1183, 773)
table-row (87, 1548, 266, 1561)
table-title: ΔΑΝΕΙΑ ΕΙΣ ΔΡΑΧΜΑΣ (110, 1628, 243, 1642)
headline-algeria: ΑΙ ΕΠΙΘΕΣΕΙΣ ΑΝΤΑΡΤΩΝ ΣΥΝΕΧΙΖΟΝΤΑΙ ΕΝΑΝΤΙΟΝ ΤΩΝ ΓΑΛΛΩΝ ΕΙΣ ΤΗΝ ΑΛΓΕΡΙΑΝ (125, 911, 416, 971)
article-text: Εἰς τὸ ζήτημα τῆς ἐπιβολῆς νέων φόρων ἀναφέρονται σήμερον αἱ ἐφημερίδες τοῦ ἐξωτερικοῦ. (952, 1503, 1183, 1536)
table-cell: 305 (392, 1561, 454, 1574)
table-cell: 560 (392, 1535, 454, 1548)
article-text: Ἡ Ὁμοσπονδία διαμαρτύρεται διὰ τὴν καθυστέρησιν τῆς ἐφαρμογῆς τῶν συλλογικῶν συμβάσεων. (952, 1027, 1183, 1060)
table-cell: Ἀνασυγκρ. (87, 1648, 204, 1661)
headline-borders: ΑΠΟΚΑΤΑΣΤΑΣΙΣ ΣΥΝΟΡΩΝ (985, 1411, 1150, 1425)
column-right (1199, 128, 1556, 2295)
article-text: Συνεχίσθη καὶ χθὲς ἡ προσέλευσις τῶν τυχερῶν τοῦ Λαχείου Συντακτῶν εἰς τὰ γραφεῖα τῆς Ἑνώσεως. Ὅπως ἀνακοινοῦται, μέχρι σήμερον ἐξοφλήθησαν λαχνοὶ ἀξίας ἑκατοντάδων χιλιάδων δραχμῶν. Οἱ κερδίσαντες τοὺς μεγάλους λαχνοὺς παρακαλοῦνται νὰ προσέλθουν ἐντὸς τῆς προθεσμίας. (276, 1173, 454, 1278)
article-text: Ἐξ ἄλλου, ἐκ τῶν λαχνῶν τῆς τελευταίας κληρώσεως ἐκέρδισαν μετρητὰ οἱ κάτοχοι τῶν ἀριθμῶν οἵτινες ἐδημοσιεύθησαν εἰς τὸν πίνακα τῆς Ἑνώσεως. (276, 1283, 454, 1341)
headline-weather: Ο ΚΑΙΡΟΣ (791, 1427, 861, 1442)
headline-federation: ΕΚΤΟΝΟΣ ΔΙΑΜΑΡΤΥΡΙΑ ΤΗΣ ΔΙΑΣΚΕΠΑΣΕΩΣ ΟΜΟΣΠΟΝΔΙΑΣ ΕΛΛΑΔΟΣ (973, 981, 1162, 1021)
masthead-date-address: ΤΕΤΑΡΤΗ 4 ΙΑΝΟΥΑΡΙΟΥ 1956 ΓΡΑΦΕΙΑ: ΟΔΟΣ ΚΑΡΑΓΕΩΡΓΗ ΣΕΡΒΙΑΣ 4. (79, 103, 498, 115)
article-text: Τὰ δάνεια τοῦ 1914 παρουσίασαν χθὲς μικρὰν ἄνοδον, ἐνῶ αἱ τραπεζικαὶ μετοχαὶ διετήρησαν τὰς θέσεις των. Ἡ συναλλακτικὴ κίνησις ἦτο περιωρισμένη. (87, 1725, 266, 1783)
table-cell: 8,20 (209, 1599, 266, 1612)
center-subcolumn-a (470, 692, 701, 1564)
article-text: ΑΛΓΕΡΙΟΝ, 3. (Γαλλ. Πρακτ.) — Δύο νέαι ἐπιθέσεις ἀνταρτῶν ἐσημειώθησαν χθὲς ἐναντίον γαλλικῶν περιπόλων εἰς τὴν περιοχὴν τῆς Κωνσταντίνης. Κατὰ τὰς συμπλοκὰς ἐφονεύθησαν δύο Γάλλοι στρατιῶται καὶ ἐτραυματίσθησαν τρεῖς. (87, 976, 266, 1069)
column-center (470, 128, 1183, 2295)
table-cell: 12,50 (209, 1587, 266, 1599)
stock-tables (87, 1500, 454, 1712)
table-cell: Ἀθηνῶν (276, 1574, 392, 1587)
article-text: Τὰ δάνεια τοῦ 1914 παρουσίασαν χθὲς μικρὰν ἄνοδον, ἐνῶ αἱ τραπεζικαὶ μετοχαὶ διετήρησαν τὰς θέσεις των. Ἡ συναλλακτικὴ κίνησις ἦτο περιωρισμένη. (276, 1725, 454, 1783)
article-text: Ἐδημοσιεύθη χθὲς ἡ ἀπόφασις τῆς Ὁλομελείας τοῦ Συμβουλίου Ἐπικρατείας ἐπὶ τῶν προσφυγῶν κατὰ τῶν κυβερνητικῶν ἀποφάσεων σχετικῶς μὲ τὴν Ἐθνικὴν Τράπεζαν. (470, 739, 701, 786)
article-text: Εἰς τὸν βαθμὸν τοῦ ὑπαστυνόμου προήχθησαν οἱ ἀνθυπαστυνόμοι οἱ συμπληρώσαντες τὰ τυπικὰ προσόντα, κατόπιν ἀποφάσεως τοῦ Συμβουλίου. (1199, 1092, 1373, 1150)
masthead (79, 79, 1555, 121)
headline-bomb: ΒΟΜΒΑ ΕΠΑΝΩ ΑΣΤΥΝΟΜΙΚΟΥ ΣΤΑΘΜΟΥ (975, 909, 1160, 936)
table-row (276, 1587, 454, 1599)
article-text: Ὁ νομάρχης Λασιθίου ἀνεκοίνωσεν ὅτι οἱ ἀσθενεῖς τῆς Σπιναλόγκας διέκοψαν τὴν ἀπεργίαν πείνης μετὰ τὰς διαβεβαιώσεις τοῦ ὑπουργείου. (470, 1375, 701, 1409)
article-text: ΧΑΝΙΑ, 3. — Κατὰ τὴν διάρκειαν λογομαχίας εἰς χωρίον τοῦ νομοῦ, ἐτραυματίσθη σοβαρῶς εἷς κάτοικος διὰ ροπάλου. (952, 1371, 1183, 1406)
table-cell: Ἑνιαῖον (87, 1574, 209, 1587)
article-text: ΛΟΝΔΙΝΟΝ, 3. (Ἰδ. ὑπηρ.) — Ὁ Πρωθυπουργὸς κ. Ἤντεν ἀπέρριψε τὸ αἴτημα τοῦ Ἐργατικοῦ Κόμματος διὰ τὴν ταχυτέραν σύγκλησιν τῆς Βουλῆς, ἡ ὁποία θὰ συνέλθῃ κανονικῶς τὴν 24ην τρέχοντος. (1382, 806, 1556, 875)
article-text: Αἱ ἀγορανομικαὶ ἀρχαὶ ἐξέδωσαν διάταξιν καθορίζουσαν τὰς τιμὰς τῶν φαγητῶν εἰς τὰ ἑστιατόρια τῆς πρωτευούσης. (470, 1081, 701, 1116)
headline-tours: ΠΡΟΒΛΕΠΟΜΕΝΑΙ ΠΕΡΙΟΔΕΙΑΙ ΤΟΥ ΥΦΥΠΟΥΡΓΟΥ ΠΡΟΝΟΙΑΣ (1393, 1264, 1545, 1303)
headline-injury: ΤΟΝ ΕΤΡΑΥΜΑΤΙΣΕ ΣΟΒΑΡΩΣ ΔΙΑ ΡΟΠΑΛΟΥ (967, 1339, 1168, 1365)
headline-prince: Η ΧΘΕΣΙΝΗ ΗΜΕΡΑ ΤΟΥ ΠΡΙΓΚΗΠΟΣ ΕΙΣ ΤΗΝ ΑΙΓΥΠΤΟΝ (476, 958, 695, 984)
headline-atomic: ΣΥΜΦΩΝΙΑ ΘΑ ΥΠΟΓΡΑΦΗ ΜΕΤΑΞΥ ΤΗΣ ΣΟΒ. ΡΩΣΙΑΣ ΚΑΙ ΤΗΣ ΓΙΟΥΓΚΟΣΛΑΒΙΑΣ ΔΙΑ ΤΗΝ ΕΙΡΗΝΙΚΗΝ ΧΡΗΣΙΜΟΠΟΙΗΣΙΝ ΤΗΣ ΑΤΟΜΙΚΗΣ ΕΝΕΡΓΕΙΑΣ (712, 695, 941, 835)
table-cell: Πειραιῶς (276, 1587, 392, 1599)
table-cell: 82 (392, 1587, 454, 1599)
article-text: ΚΑΪΡΟΝ, 3. (Γαλλ. Πρακτ.) — Ὁ Διάδοχος Κωνσταντῖνος ἐπεσκέφθη χθὲς τὰς ἀρχαιότητας τῆς Γκίζας καὶ παρεκάθισεν εἰς γεῦμα παρατεθὲν ὑπὸ τοῦ Ἕλληνος πρέσβεως. (470, 990, 701, 1037)
headline-us-budget: Ο ΝΕΟΣ ΠΡΟΫΠΟΛΟΓΙΣΜΟΣ ΤΗΣ ΑΜΕΡΙΚΗΣ ΠΡΟΒΛΕΠΕΙ ΕΚΤΑΚΤΟΣ ΜΕΓΑΛΑΣ ΔΑΠΑΝΑΣ (1219, 132, 1537, 230)
table-row (276, 1548, 454, 1561)
headline-car-accident: ΑΥΤΟΚΙΝΗΤΟΝ ΑΝΗΛΘΕΝ ΕΙΣ ΠΕΖΟΔΡΟΜΙΟΝ ΚΑΙ ΕΤΡΑΥΜΑΤΙΣΕ ΤΡΕΙΣ (1392, 1360, 1546, 1400)
table-cell: 1910 Ε.Χ. (87, 1561, 209, 1574)
table-cell: Ἐμπορική (276, 1535, 392, 1548)
article-text: ΘΕΣΣΑΛΟΝΙΚΗ, 3. (Τοῦ ἀνταποκριτοῦ μας) — Ὁ βουλευτὴς κ. Λεβαντῆς, εἰς δηλώσεις του πρὸς τοὺς δημοσιογράφους, ἐτόνισεν ὅτι ἡ κυβέρνησις ἐπιχειρεῖ νὰ διαφοροποιηθῇ ἀπὸ τὸν Ἑλληνικὸν Συναγερμόν, ἐνῶ εἰς τὴν πραγματικότητα ἀκολουθεῖ τὴν ἰδίαν πολιτικήν. Προσέθεσεν ὅτι ὁ λαὸς θὰ κρίνῃ εἰς τὰς ἐκλογάς. (1199, 585, 1373, 702)
subhead-turks: ΕΝΑ ΑΡΘΡΟΝ ΤΗΣ «ΤΖΟΥΜΧΟΥΡΙΕΤ» (154, 211, 387, 225)
headline-eoka: ΕΙΣ 85 ΝΕΚΡΟΥΣ ΚΑΙ 88 ΤΡΑΥΜΑΤΙΑΣ ΑΝΗΛΘΟΝ ΑΙ ΑΠΩΛΕΙΑΙ ΤΩΝ ΒΡΕΤΑΝΝΩΝ ΕΙΣ ΤΗΝ ΚΥΠΡΟΝ ΕΝΤΟΣ ΕΝΟΣ ΜΗΝΟΣ, ΥΠΟΣΤΗΡΙΖΕΙ Η Ε.Ο.Κ.Α. (94, 683, 447, 783)
article-text: ΠΑΡΙΣΙΟΙ, 3. — Τὰ τελικὰ ἀποτελέσματα τῶν γαλλικῶν ἐκλογῶν ἐμφανίζουν ἐνίσχυσιν τῶν κομμάτων τοῦ Κέντρου καὶ τῶν Πουζαντιστῶν, ἐνῶ οἱ κομμουνισταὶ διατηροῦν τὰς θέσεις των. (1199, 1337, 1373, 1406)
article-text: Ἡ Ἕνωσις Δημοσίων Ὑπαλλήλων ἀνεκοίνωσεν ὅτι τὸ ζήτημα θὰ ἐξετασθῇ ἐντὸς τῶν προσεχῶν ἡμερῶν. (952, 1431, 1183, 1465)
table-cell: 11,20 (204, 1698, 266, 1711)
headline-elections: ΑΙ ΒΟΥΛΕΥΤΙΚΑΙ ΕΚΛΟΓΑΙ ΘΑ ΓΙΝΟΥΝ ΤΗΝ 19 ΦΕΒΡΟΥΑΡΙΟΥ (477, 490, 1176, 514)
article-text: Χθὲς τὴν ἑσπέραν, ἐπὶ τῆς ὁδοῦ Πατησίων, ἐπιβατικὸν αὐτοκίνητον ἀνῆλθεν εἰς τὸ πεζοδρόμιον καὶ ἐτραυμάτισε τρεῖς διαβάτας. (1382, 1406, 1556, 1451)
